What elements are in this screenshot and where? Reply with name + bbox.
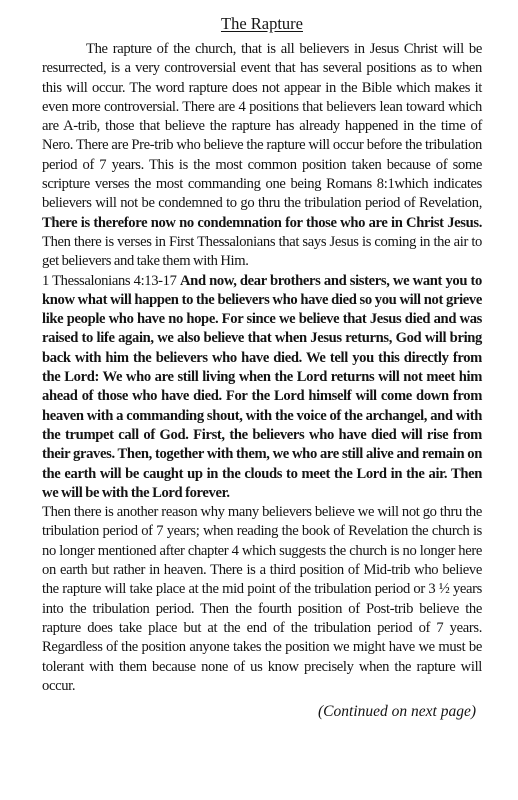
article-body bbox=[42, 40, 482, 696]
paragraph-scripture bbox=[42, 272, 482, 504]
paragraph-positions: Then there is another reason why many believers believe we will not go thru the tribulation period of 7 years; when reading the book of Revelation the church is no longer mentioned after chapter 4 which suggests the church is no longer here on earth but rather in heaven. There is a third position of Mid-trib who believe the rapture will take place at the mid point of the tribulation period or 3 ½ years into the tribulation period. Then the fourth position of Post-trib believe the rapture does take place but at the end of the tribulation period of 7 years. Regardless of the position anyone takes the position we might have we must be tolerant with them because none of us know precisely when the rapture will occur. bbox=[42, 504, 482, 694]
scripture-quote: And now, dear brothers and sisters, we want you to know what will happen to the believers who have died so you will not grieve like people who have no hope. For since we believe that Jesus died and was raised to life again, we also believe that when Jesus returns, God will bring back with him the believers who have died. We tell you this directly from the Lord: We who are still living when the Lord returns will not meet him ahead of those who have died. For the Lord himself will come down from heaven with a commanding shout, with the voice of the archangel, and with the trumpet call of God. First, the believers who have died will rise from their graves. Then, together with them, we who are still alive and remain on the earth will be caught up in the clouds to meet the Lord in the air. Then we will be with the Lord forever. bbox=[42, 272, 482, 501]
page-title: The Rapture bbox=[220, 14, 303, 33]
scripture-reference: 1 Thessalonians 4:13-17 bbox=[42, 272, 180, 289]
continued-note: (Continued on next page) bbox=[318, 703, 476, 721]
romans-quote: There is therefore now no condemnation for those who are in Christ Jesus. bbox=[42, 214, 482, 231]
paragraph-intro: The rapture of the church, that is all believers in Jesus Christ will be resurrected, is a very controversial event that has several positions as to when this will occur. The word rapture does not appear in the Bible which makes it even more controversial. There are 4 positions that believers lean toward which are A-trib, those that believe the rapture has already happened in the time of Nero. There are Pre-trib who believe the rapture will occur before the tribulation period of 7 years. This is the most common position taken because of some scripture verses the most commanding one being Romans 8:1which indicates believers will not be condemned to go thru the tribulation period of Revelation, There is therefore now no condemnation for those who are in Christ Jesus. Then there is verses in First Thessalonians that says Jesus is coming in the air to get believers and take them with Him. bbox=[42, 41, 482, 270]
